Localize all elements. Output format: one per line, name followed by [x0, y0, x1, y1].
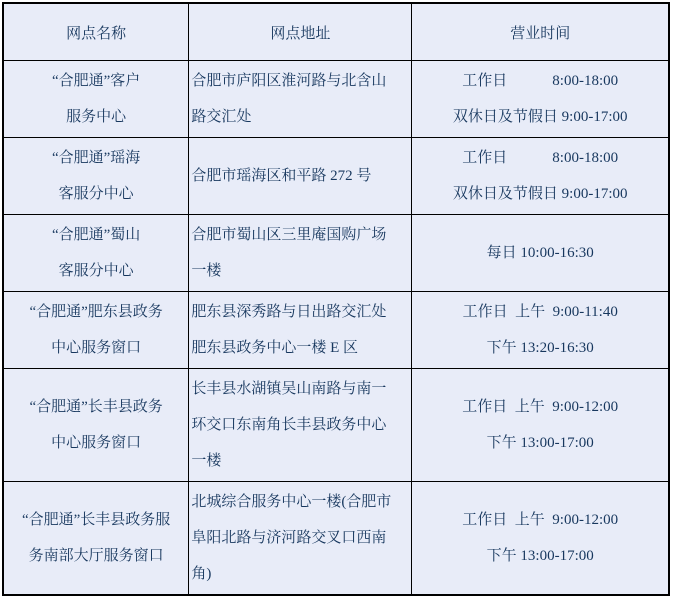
text-line: 一楼 [191, 453, 222, 469]
table-row [3, 215, 669, 292]
branch-address-cell [189, 292, 412, 369]
text-line: “合肥通”长丰县政务服 [21, 512, 171, 528]
branch-address-cell [189, 482, 412, 596]
text-line: 务南部大厅服务窗口 [28, 548, 164, 564]
text-line: “合肥通”长丰县政务 [29, 399, 163, 415]
text-line: 工作日 上午 9:00-12:00 [462, 512, 619, 528]
text-line: 合肥市瑶海区和平路 272 号 [191, 168, 372, 184]
text-line: 工作日 上午 9:00-11:40 [462, 304, 618, 320]
text-line: 肥东县政务中心一楼 E 区 [191, 340, 358, 356]
text-line: 下午 13:00-17:00 [486, 435, 594, 451]
text-line: 中心服务窗口 [51, 435, 142, 451]
business-hours-cell [412, 292, 669, 369]
text-line: 角) [191, 566, 212, 582]
text-line: 双休日及节假日 9:00-17:00 [452, 109, 628, 125]
text-line: 工作日 8:00-18:00 [462, 73, 619, 89]
branch-address-cell [189, 138, 412, 215]
branch-address-cell [189, 369, 412, 482]
branch-name-cell [3, 61, 189, 138]
text-line: 客服分中心 [58, 186, 134, 202]
table-row [3, 61, 669, 138]
branch-address-cell [189, 61, 412, 138]
business-hours-cell [412, 482, 669, 596]
table-row [3, 292, 669, 369]
text-line: “合肥通”蜀山 [51, 227, 141, 243]
text-line: 长丰县水湖镇吴山南路与南一 [191, 381, 387, 397]
column-header-branch-address: 网点地址 [189, 3, 412, 61]
branch-table [2, 2, 670, 596]
business-hours-cell [412, 215, 669, 292]
branch-name-cell [3, 138, 189, 215]
column-header-branch-name: 网点名称 [3, 3, 189, 61]
text-line: 客服分中心 [58, 263, 134, 279]
column-header-business-hours: 营业时间 [412, 3, 669, 61]
table-row [3, 482, 669, 596]
text-line: 工作日 上午 9:00-12:00 [462, 399, 619, 415]
text-line: 下午 13:20-16:30 [486, 340, 594, 356]
text-line: “合肥通”客户 [51, 73, 141, 89]
text-line: 下午 13:00-17:00 [486, 548, 594, 564]
branch-name-cell [3, 215, 189, 292]
text-line: 中心服务窗口 [51, 340, 142, 356]
table-body [3, 61, 669, 596]
text-line: “合肥通”肥东县政务 [29, 304, 163, 320]
branch-name-cell [3, 292, 189, 369]
text-line: “合肥通”瑶海 [51, 150, 141, 166]
table-row [3, 138, 669, 215]
text-line: 环交口东南角长丰县政务中心 [191, 417, 387, 433]
text-line: 合肥市蜀山区三里庵国购广场 [191, 227, 387, 243]
text-line: 一楼 [191, 263, 222, 279]
text-line: 合肥市庐阳区淮河路与北含山 [191, 73, 387, 89]
text-line: 北城综合服务中心一楼(合肥市 [191, 494, 392, 510]
text-line: 阜阳北路与济河路交叉口西南 [191, 530, 387, 546]
text-line: 工作日 8:00-18:00 [462, 150, 619, 166]
business-hours-cell [412, 61, 669, 138]
text-line: 肥东县深秀路与日出路交汇处 [191, 304, 387, 320]
text-line: 路交汇处 [191, 109, 252, 125]
branch-address-cell [189, 215, 412, 292]
text-line: 服务中心 [66, 109, 127, 125]
branch-name-cell [3, 369, 189, 482]
branch-name-cell [3, 482, 189, 596]
text-line: 双休日及节假日 9:00-17:00 [452, 186, 628, 202]
table-row [3, 369, 669, 482]
table-header-row [3, 3, 669, 61]
business-hours-cell [412, 138, 669, 215]
business-hours-cell [412, 369, 669, 482]
text-line: 每日 10:00-16:30 [486, 245, 594, 261]
